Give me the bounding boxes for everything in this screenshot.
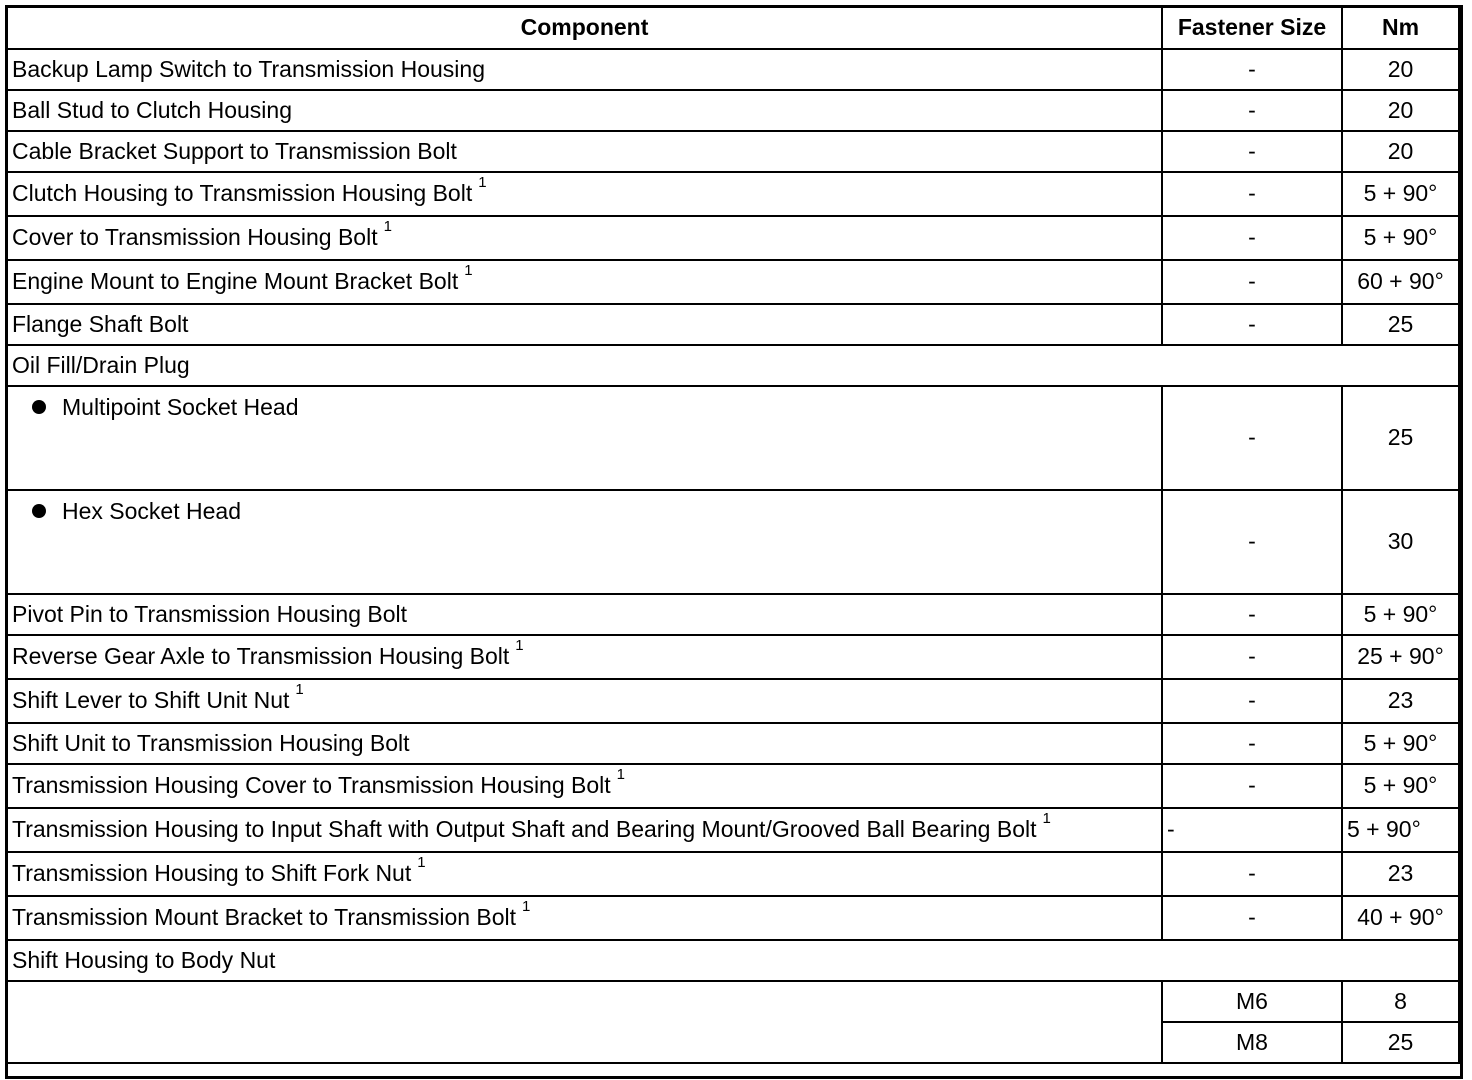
fastener-size-cell: - <box>1162 172 1342 216</box>
table-row <box>7 896 1459 940</box>
component-cell: Ball Stud to Clutch Housing <box>7 90 1162 131</box>
component-text: Transmission Housing to Shift Fork Nut <box>12 860 412 887</box>
nm-cell: 60 + 90° <box>1342 260 1459 304</box>
footnote-marker: 1 <box>295 681 304 699</box>
table-row <box>7 131 1459 172</box>
header-fastener-size: Fastener Size <box>1162 7 1342 49</box>
table-row <box>7 304 1459 345</box>
component-text: Cover to Transmission Housing Bolt <box>12 224 378 251</box>
table-row <box>7 49 1459 90</box>
table-row <box>7 679 1459 723</box>
nm-cell: 5 + 90° <box>1342 764 1459 808</box>
component-cell <box>7 172 1162 216</box>
fastener-size-cell: - <box>1162 386 1342 490</box>
fastener-size-cell: - <box>1162 131 1342 172</box>
fastener-size-cell: - <box>1162 260 1342 304</box>
header-component: Component <box>7 7 1162 49</box>
component-cell: Pivot Pin to Transmission Housing Bolt <box>7 594 1162 635</box>
torque-spec-table <box>6 6 1460 1064</box>
nm-cell: 23 <box>1342 679 1459 723</box>
component-cell <box>7 896 1162 940</box>
table-row <box>7 90 1459 131</box>
component-text: Clutch Housing to Transmission Housing Bolt <box>12 180 473 207</box>
footnote-marker: 1 <box>515 637 524 655</box>
table-row <box>7 386 1459 490</box>
nm-cell: 30 <box>1342 490 1459 594</box>
fastener-size-cell: - <box>1162 304 1342 345</box>
component-text: Transmission Housing Cover to Transmission Housing Bolt <box>12 772 611 799</box>
bullet-icon <box>32 400 46 414</box>
component-text: Engine Mount to Engine Mount Bracket Bolt <box>12 268 459 295</box>
footnote-marker: 1 <box>383 218 392 236</box>
component-cell <box>7 764 1162 808</box>
component-cell: Flange Shaft Bolt <box>7 304 1162 345</box>
table-header-row <box>7 7 1459 49</box>
fastener-size-cell: - <box>1162 216 1342 260</box>
fastener-size-cell: - <box>1162 490 1342 594</box>
nm-cell: 20 <box>1342 49 1459 90</box>
nm-cell: 25 + 90° <box>1342 635 1459 679</box>
fastener-size-cell: - <box>1162 808 1342 852</box>
fastener-size-cell: - <box>1162 635 1342 679</box>
component-cell <box>7 260 1162 304</box>
component-cell <box>7 490 1162 594</box>
nm-cell: 20 <box>1342 90 1459 131</box>
component-cell <box>7 679 1162 723</box>
component-cell <box>7 216 1162 260</box>
component-cell <box>7 852 1162 896</box>
fastener-size-cell: - <box>1162 594 1342 635</box>
nm-cell: 20 <box>1342 131 1459 172</box>
fastener-size-cell: - <box>1162 90 1342 131</box>
component-text: Transmission Mount Bracket to Transmission Bolt <box>12 904 517 931</box>
component-text: Reverse Gear Axle to Transmission Housing Bolt <box>12 643 510 670</box>
component-text: Multipoint Socket Head <box>62 394 299 420</box>
component-cell <box>7 808 1162 852</box>
footnote-marker: 1 <box>417 854 426 872</box>
component-cell <box>7 386 1162 490</box>
nm-cell: 25 <box>1342 386 1459 490</box>
nm-cell: 5 + 90° <box>1342 723 1459 764</box>
footnote-marker: 1 <box>1042 810 1051 828</box>
table-row <box>7 808 1459 852</box>
nm-cell: 40 + 90° <box>1342 896 1459 940</box>
footnote-marker: 1 <box>478 174 487 192</box>
nm-cell: 5 + 90° <box>1342 594 1459 635</box>
nm-cell: 5 + 90° <box>1342 216 1459 260</box>
table-section-row <box>7 940 1459 981</box>
table-row <box>7 981 1459 1022</box>
fastener-size-cell: - <box>1162 723 1342 764</box>
fastener-size-cell: M6 <box>1162 981 1342 1022</box>
header-nm: Nm <box>1342 7 1459 49</box>
component-text: Hex Socket Head <box>62 498 241 524</box>
fastener-size-cell: - <box>1162 49 1342 90</box>
table-row <box>7 723 1459 764</box>
component-cell: Shift Unit to Transmission Housing Bolt <box>7 723 1162 764</box>
component-text: Transmission Housing to Input Shaft with Output Shaft and Bearing Mount/Grooved Ball Bearing Bolt <box>12 816 1037 843</box>
table-row <box>7 172 1459 216</box>
table-row <box>7 216 1459 260</box>
footnote-marker: 1 <box>616 766 626 784</box>
footnote-marker: 1 <box>522 898 531 916</box>
fastener-size-cell: M8 <box>1162 1022 1342 1063</box>
footnote-marker: 1 <box>464 262 473 280</box>
table-row <box>7 635 1459 679</box>
component-text: Shift Lever to Shift Unit Nut <box>12 687 290 714</box>
table-row <box>7 852 1459 896</box>
nm-cell: 23 <box>1342 852 1459 896</box>
table-row <box>7 594 1459 635</box>
nm-cell: 5 + 90° <box>1342 808 1459 852</box>
table-row <box>7 490 1459 594</box>
component-cell: Cable Bracket Support to Transmission Bolt <box>7 131 1162 172</box>
bullet-icon <box>32 504 46 518</box>
fastener-size-cell: - <box>1162 896 1342 940</box>
section-heading-cell: Oil Fill/Drain Plug <box>7 345 1459 386</box>
fastener-size-cell: - <box>1162 852 1342 896</box>
nm-cell: 5 + 90° <box>1342 172 1459 216</box>
table-row <box>7 764 1459 808</box>
component-cell <box>7 635 1162 679</box>
section-heading-cell: Shift Housing to Body Nut <box>7 940 1459 981</box>
component-cell-empty <box>7 981 1162 1063</box>
table-row <box>7 260 1459 304</box>
table-section-row <box>7 345 1459 386</box>
nm-cell: 25 <box>1342 1022 1459 1063</box>
fastener-size-cell: - <box>1162 764 1342 808</box>
nm-cell: 25 <box>1342 304 1459 345</box>
component-cell: Backup Lamp Switch to Transmission Housing <box>7 49 1162 90</box>
nm-cell: 8 <box>1342 981 1459 1022</box>
fastener-size-cell: - <box>1162 679 1342 723</box>
